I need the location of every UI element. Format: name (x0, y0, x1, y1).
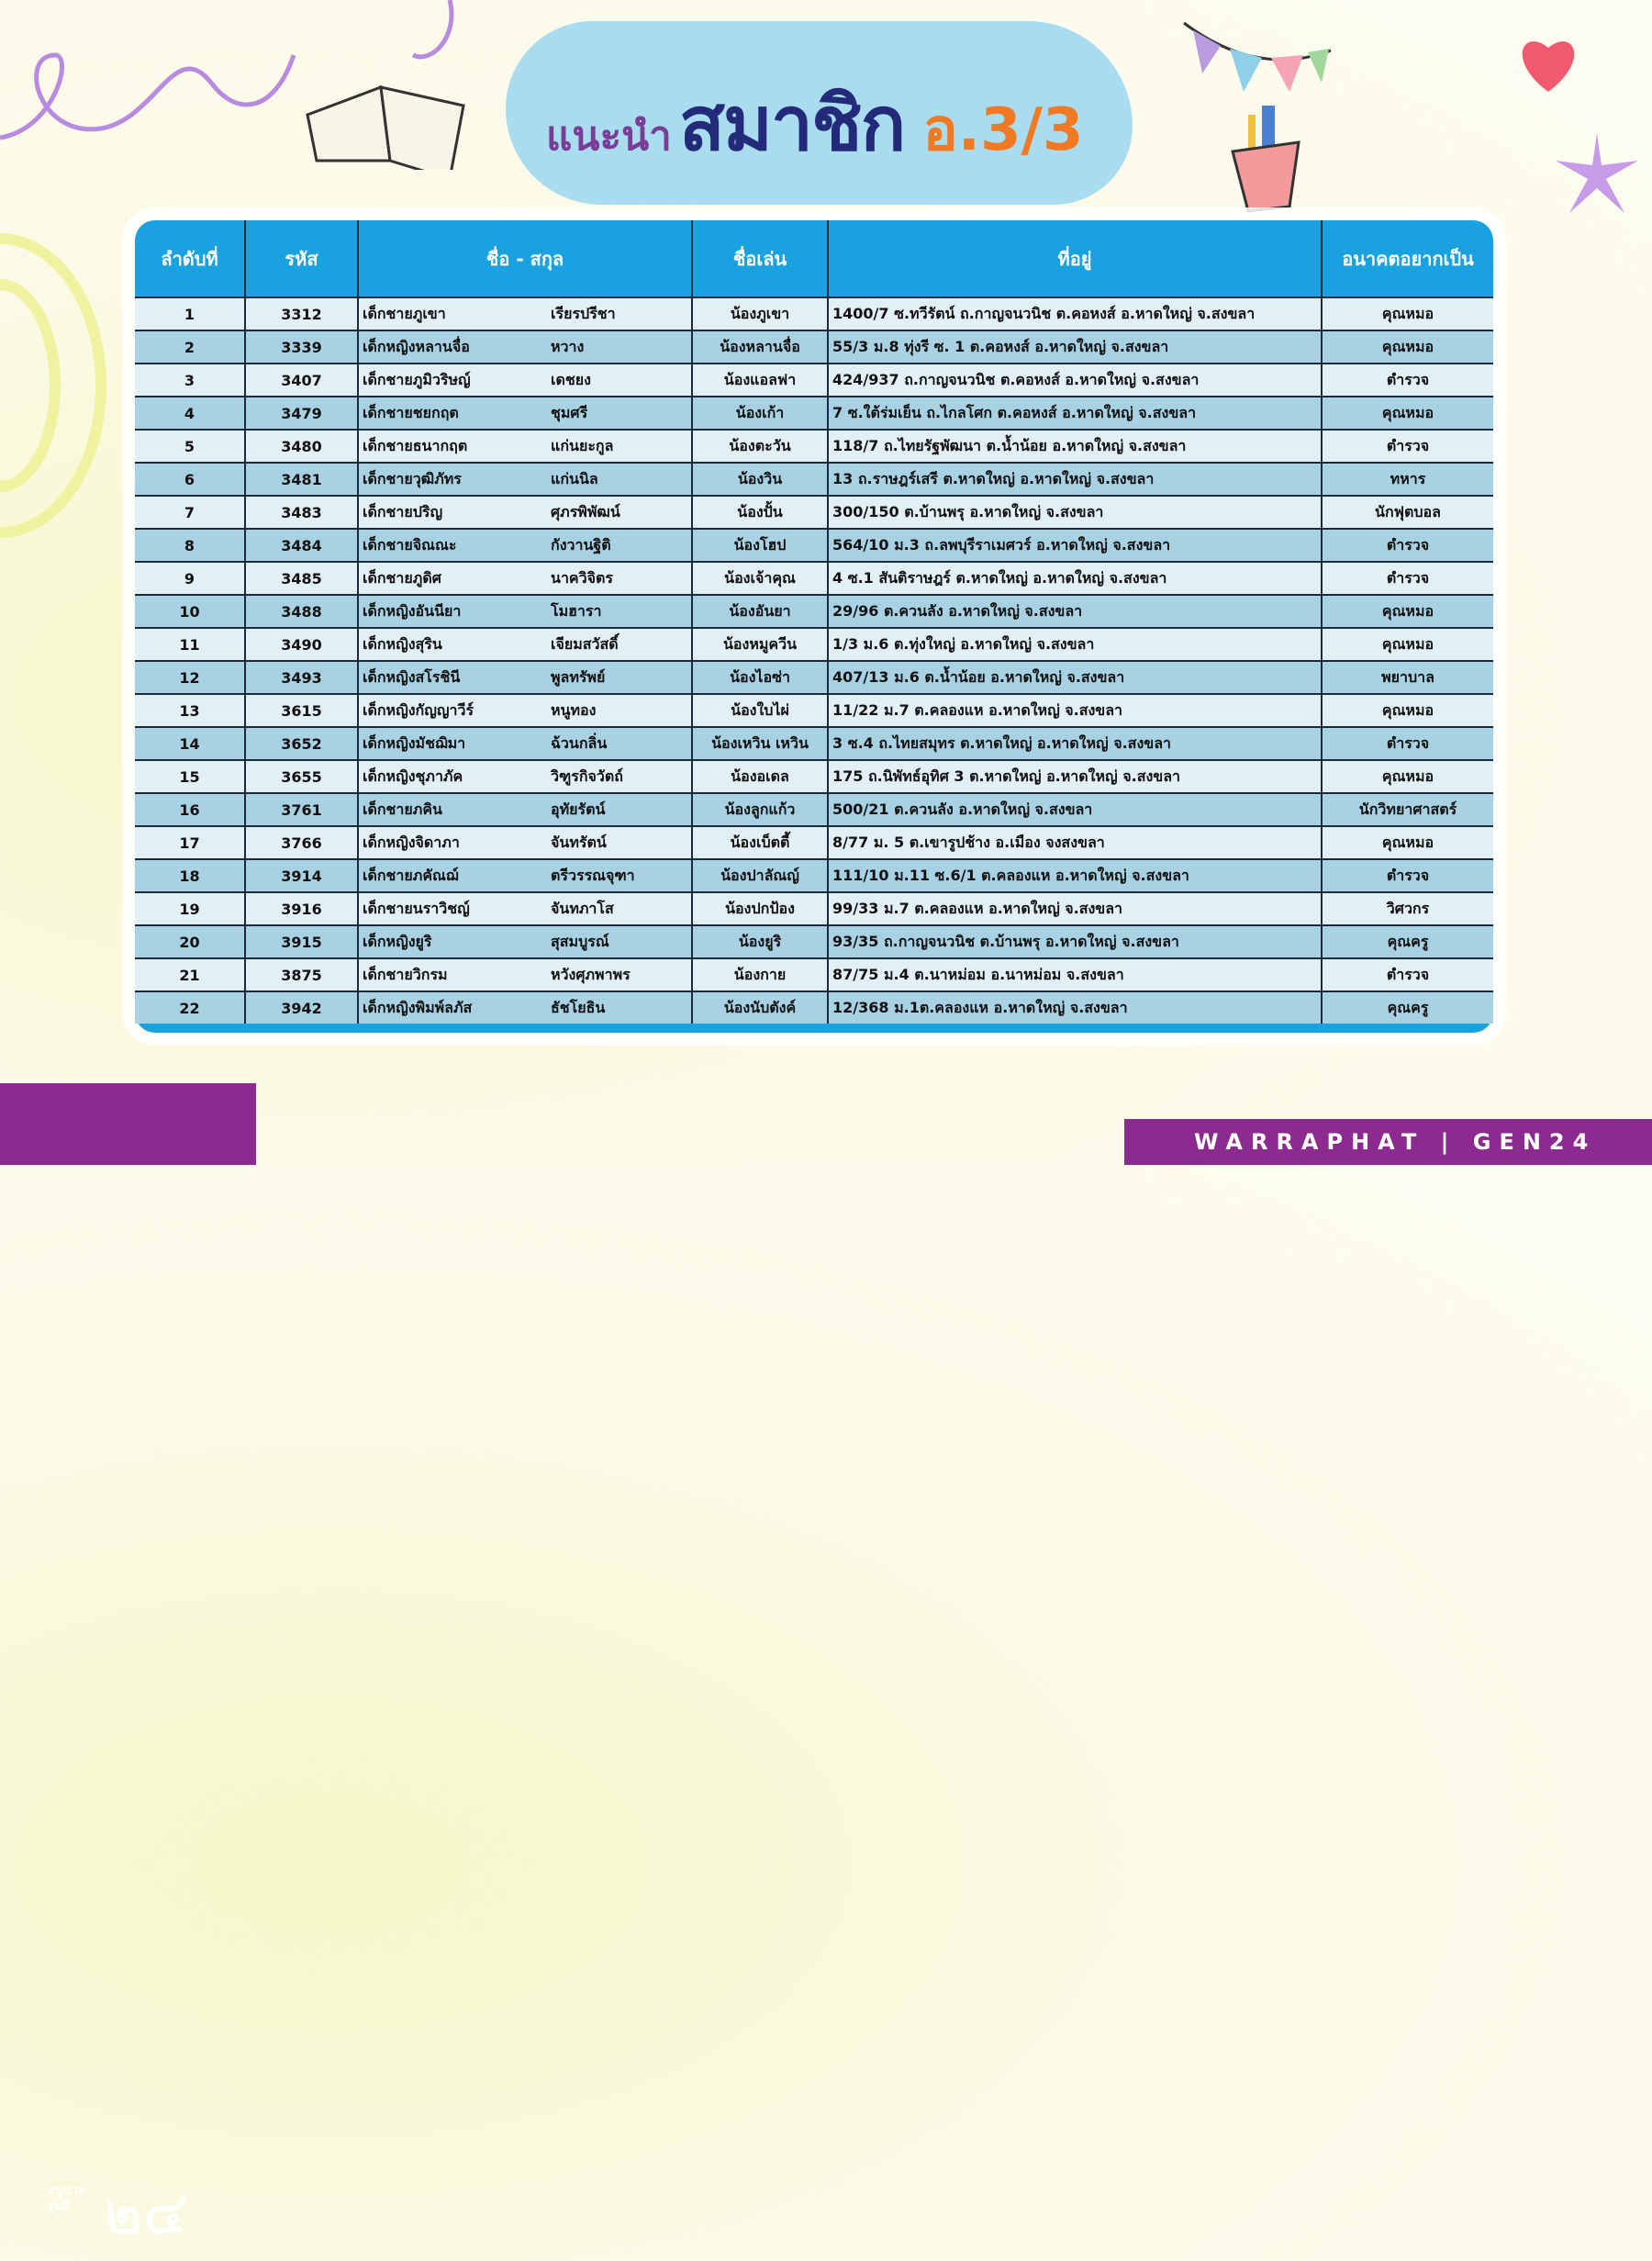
cell-name (358, 925, 692, 958)
cell-id: 3483 (245, 496, 358, 529)
cell-dream: ตำรวจ (1322, 364, 1493, 397)
last-name: แก่นนิล (551, 469, 598, 487)
pencil-cup-icon (1225, 101, 1308, 216)
cell-address: 118/7 ถ.ไทยรัฐพัฒนา ต.น้ำน้อย อ.หาดใหญ่ จ.สงขลา (828, 430, 1322, 463)
cell-dream: นักฟุตบอล (1322, 496, 1493, 529)
cell-dream: คุณหมอ (1322, 628, 1493, 661)
title-class: อ.3/3 (922, 96, 1084, 164)
first-name: เด็กชายภูดิศ (363, 568, 441, 587)
cell-name (358, 991, 692, 1024)
first-name: เด็กหญิงชุภาภัค (363, 767, 463, 785)
cell-name (358, 958, 692, 991)
cell-name (358, 562, 692, 595)
cell-address: 1/3 ม.6 ต.ทุ่งใหญ่ อ.หาดใหญ่ จ.สงขลา (828, 628, 1322, 661)
cell-dream: ตำรวจ (1322, 727, 1493, 760)
cell-no: 4 (135, 397, 245, 430)
cell-dream: ทหาร (1322, 463, 1493, 496)
cell-dream: คุณครู (1322, 925, 1493, 958)
logo-number: ๒๔ (103, 2177, 189, 2248)
cell-address: 500/21 ต.ควนลัง อ.หาดใหญ่ จ.สงขลา (828, 793, 1322, 826)
last-name: ธัชโยธิน (551, 998, 606, 1016)
first-name: เด็กชายภูเขา (363, 304, 446, 322)
cell-no: 19 (135, 892, 245, 925)
cell-nickname: น้องกาย (692, 958, 828, 991)
cell-address: 99/33 ม.7 ต.คลองแห อ.หาดใหญ่ จ.สงขลา (828, 892, 1322, 925)
cell-address: 55/3 ม.8 ทุ่งรี ซ. 1 ต.คอหงส์ อ.หาดใหญ่ จ.สงขลา (828, 330, 1322, 364)
cell-dream: นักวิทยาศาสตร์ (1322, 793, 1493, 826)
cell-address: 1400/7 ซ.ทวีรัตน์ ถ.กาญจนวนิช ต.คอหงส์ อ.หาดใหญ่ จ.สงขลา (828, 297, 1322, 330)
cell-dream: คุณครู (1322, 991, 1493, 1024)
cell-address: 11/22 ม.7 ต.คลองแห อ.หาดใหญ่ จ.สงขลา (828, 694, 1322, 727)
cell-address: 175 ถ.นิพัทธ์อุทิศ 3 ต.หาดใหญ่ อ.หาดใหญ่ จ.สงขลา (828, 760, 1322, 793)
first-name: เด็กหญิงกัญญาวีร์ (363, 700, 474, 719)
cell-id: 3479 (245, 397, 358, 430)
credit-text: WARRAPHAT | GEN24 (1194, 1129, 1597, 1155)
cell-dream: คุณหมอ (1322, 297, 1493, 330)
cell-name (358, 364, 692, 397)
last-name: โมฮารา (551, 601, 602, 620)
cell-nickname: น้องปกป้อง (692, 892, 828, 925)
col-header-dream: อนาคตอยากเป็น (1322, 220, 1493, 297)
table-row (135, 859, 1493, 892)
cell-nickname: น้องหลานจื่อ (692, 330, 828, 364)
cell-no: 16 (135, 793, 245, 826)
cell-name (358, 529, 692, 562)
cell-name (358, 330, 692, 364)
cell-address: 300/150 ต.บ้านพรุ อ.หาดใหญ่ จ.สงขลา (828, 496, 1322, 529)
table-row (135, 330, 1493, 364)
cell-address: 12/368 ม.1ต.คลองแห อ.หาดใหญ่ จ.สงขลา (828, 991, 1322, 1024)
first-name: เด็กชายธนากฤต (363, 436, 468, 454)
cell-address: 93/35 ถ.กาญจนวนิช ต.บ้านพรุ อ.หาดใหญ่ จ.สงขลา (828, 925, 1322, 958)
cell-dream: คุณหมอ (1322, 330, 1493, 364)
cell-nickname: น้องไอซ่า (692, 661, 828, 694)
col-header-id: รหัส (245, 220, 358, 297)
cell-nickname: น้องเก้า (692, 397, 828, 430)
cell-name (358, 595, 692, 628)
cell-dream: คุณหมอ (1322, 760, 1493, 793)
first-name: เด็กหญิงยูริ (363, 932, 432, 950)
first-name: เด็กชายภคัณฌ์ (363, 866, 459, 884)
cell-no: 10 (135, 595, 245, 628)
table-header-row (135, 220, 1493, 297)
cell-id: 3312 (245, 297, 358, 330)
first-name: เด็กหญิงสโรชินี (363, 667, 461, 686)
cell-nickname: น้องลูกแก้ว (692, 793, 828, 826)
table-row (135, 793, 1493, 826)
first-name: เด็กชายจิณณะ (363, 535, 457, 554)
cell-address: 407/13 ม.6 ต.น้ำน้อย อ.หาดใหญ่ จ.สงขลา (828, 661, 1322, 694)
cell-nickname: น้องใบไผ่ (692, 694, 828, 727)
table-row (135, 496, 1493, 529)
first-name: เด็กหญิงพิมพ์ลภัส (363, 998, 473, 1016)
table-row (135, 760, 1493, 793)
heart-icon (1514, 28, 1583, 96)
footer-credit-bar (1124, 1119, 1652, 1165)
cell-dream: ตำรวจ (1322, 529, 1493, 562)
table-row (135, 925, 1493, 958)
last-name: ชุมศรี (551, 403, 588, 421)
cell-no: 18 (135, 859, 245, 892)
cell-nickname: น้องยูริ (692, 925, 828, 958)
page-title (546, 64, 1084, 184)
cell-nickname: น้องตะวัน (692, 430, 828, 463)
cell-name (358, 661, 692, 694)
cell-nickname: น้องปาลัณญ์ (692, 859, 828, 892)
cell-nickname: น้องปั้น (692, 496, 828, 529)
table-row (135, 694, 1493, 727)
last-name: เรียรปรีชา (551, 304, 616, 322)
cell-name (358, 430, 692, 463)
table-row (135, 958, 1493, 991)
table-row (135, 826, 1493, 859)
table-row (135, 529, 1493, 562)
col-header-nickname: ชื่อเล่น (692, 220, 828, 297)
cell-dream: ตำรวจ (1322, 430, 1493, 463)
cell-name (358, 496, 692, 529)
last-name: สุสมบูรณ์ (551, 932, 609, 950)
cell-id: 3655 (245, 760, 358, 793)
cell-id: 3481 (245, 463, 358, 496)
cell-name (358, 628, 692, 661)
cell-dream: คุณหมอ (1322, 826, 1493, 859)
cell-dream: คุณหมอ (1322, 595, 1493, 628)
last-name: เดชยง (551, 370, 591, 388)
cell-id: 3915 (245, 925, 358, 958)
cell-nickname: น้องเจ้าคุณ (692, 562, 828, 595)
first-name: เด็กชายภคิน (363, 800, 442, 818)
cell-no: 12 (135, 661, 245, 694)
table-row (135, 397, 1493, 430)
cell-id: 3484 (245, 529, 358, 562)
first-name: เด็กชายวิกรม (363, 965, 448, 983)
cell-dream: คุณหมอ (1322, 694, 1493, 727)
cell-name (358, 892, 692, 925)
concentric-arcs (0, 211, 110, 560)
cell-dream: ตำรวจ (1322, 859, 1493, 892)
cell-no: 8 (135, 529, 245, 562)
cell-address: 87/75 ม.4 ต.นาหม่อม อ.นาหม่อม จ.สงขลา (828, 958, 1322, 991)
table-row (135, 991, 1493, 1024)
star-icon (1551, 129, 1643, 220)
cell-id: 3488 (245, 595, 358, 628)
cell-address: 564/10 ม.3 ถ.ลพบุรีราเมศวร์ อ.หาดใหญ่ จ.สงขลา (828, 529, 1322, 562)
cell-no: 7 (135, 496, 245, 529)
first-name: เด็กชายวุฒิภัทร (363, 469, 462, 487)
title-prefix: แนะนำ (546, 113, 672, 160)
cell-nickname: น้องเหวิน เหวิน (692, 727, 828, 760)
table-row (135, 562, 1493, 595)
cell-name (358, 727, 692, 760)
col-header-address: ที่อยู่ (828, 220, 1322, 297)
table-row (135, 727, 1493, 760)
first-name: เด็กหญิงหลานจื่อ (363, 337, 470, 355)
cell-name (358, 297, 692, 330)
cell-id: 3615 (245, 694, 358, 727)
cell-id: 3339 (245, 330, 358, 364)
cell-no: 9 (135, 562, 245, 595)
cell-address: 3 ซ.4 ถ.ไทยสมุทร ต.หาดใหญ่ อ.หาดใหญ่ จ.สงขลา (828, 727, 1322, 760)
last-name: หนูทอง (551, 700, 597, 719)
cell-name (358, 859, 692, 892)
last-name: แก่นยะกูล (551, 436, 614, 454)
cell-nickname: น้องอันยา (692, 595, 828, 628)
last-name: นาควิจิตร (551, 568, 613, 587)
first-name: เด็กหญิงอันนียา (363, 601, 462, 620)
cell-no: 2 (135, 330, 245, 364)
table-row (135, 364, 1493, 397)
member-table (135, 220, 1493, 1024)
bunting-icon (1175, 14, 1340, 106)
cell-id: 3761 (245, 793, 358, 826)
first-name: เด็กหญิงสุริน (363, 634, 442, 653)
cell-no: 15 (135, 760, 245, 793)
cell-nickname: น้องแอลฟา (692, 364, 828, 397)
cell-id: 3914 (245, 859, 358, 892)
last-name: ศุภรพิพัฒน์ (551, 502, 620, 520)
cell-address: 111/10 ม.11 ซ.6/1 ต.คลองแห อ.หาดใหญ่ จ.สงขลา (828, 859, 1322, 892)
cell-no: 21 (135, 958, 245, 991)
last-name: ตรีวรรณจุฑา (551, 866, 635, 884)
cell-id: 3652 (245, 727, 358, 760)
table-row (135, 430, 1493, 463)
cell-id: 3493 (245, 661, 358, 694)
last-name: วิฑูรกิจวัตถ์ (551, 767, 623, 785)
cell-dream: ตำรวจ (1322, 562, 1493, 595)
cell-id: 3942 (245, 991, 358, 1024)
cell-no: 13 (135, 694, 245, 727)
cell-address: 4 ซ.1 สันติราษฎร์ ต.หาดใหญ่ อ.หาดใหญ่ จ.สงขลา (828, 562, 1322, 595)
table-row (135, 892, 1493, 925)
cell-id: 3407 (245, 364, 358, 397)
cell-dream: คุณหมอ (1322, 397, 1493, 430)
table-row (135, 628, 1493, 661)
first-name: เด็กหญิงจิดาภา (363, 833, 460, 851)
cell-no: 3 (135, 364, 245, 397)
cell-no: 14 (135, 727, 245, 760)
cell-no: 17 (135, 826, 245, 859)
cell-name (358, 760, 692, 793)
table-row (135, 463, 1493, 496)
cell-name (358, 826, 692, 859)
cell-nickname: น้องเบ็ตตี้ (692, 826, 828, 859)
last-name: กังวานฐิติ (551, 535, 611, 554)
cell-no: 1 (135, 297, 245, 330)
book-icon (298, 50, 473, 170)
cell-id: 3916 (245, 892, 358, 925)
cell-address: 13 ถ.ราษฎร์เสรี ต.หาดใหญ่ อ.หาดใหญ่ จ.สงขลา (828, 463, 1322, 496)
title-main: สมาชิก (678, 81, 905, 168)
cell-no: 20 (135, 925, 245, 958)
last-name: อุทัยรัตน์ (551, 800, 606, 818)
cell-id: 3766 (245, 826, 358, 859)
cell-id: 3480 (245, 430, 358, 463)
logo-caption: อนุบาล รุ่นที่ (48, 2184, 85, 2213)
last-name: จันทรัตน์ (551, 833, 607, 851)
table-row (135, 297, 1493, 330)
first-name: เด็กชายปริญ (363, 502, 443, 520)
cell-name (358, 463, 692, 496)
cell-address: 424/937 ถ.กาญจนวนิช ต.คอหงส์ อ.หาดใหญ่ จ.สงขลา (828, 364, 1322, 397)
first-name: เด็กชายนราวิชญ์ (363, 899, 470, 917)
col-header-name: ชื่อ - สกุล (358, 220, 692, 297)
cell-nickname: น้องวิน (692, 463, 828, 496)
cell-no: 11 (135, 628, 245, 661)
cell-id: 3490 (245, 628, 358, 661)
cell-nickname: น้องนับตังค์ (692, 991, 828, 1024)
cell-dream: พยาบาล (1322, 661, 1493, 694)
cell-id: 3485 (245, 562, 358, 595)
cell-no: 22 (135, 991, 245, 1024)
col-header-no: ลำดับที่ (161, 247, 218, 270)
footer-logo-bar (0, 1083, 256, 2248)
cell-nickname: น้องอเดล (692, 760, 828, 793)
last-name: หวาง (551, 337, 585, 355)
cell-nickname: น้องโฮป (692, 529, 828, 562)
first-name: เด็กหญิงมัชฌิมา (363, 733, 466, 752)
last-name: จันทภาโส (551, 899, 614, 917)
cell-dream: ตำรวจ (1322, 958, 1493, 991)
first-name: เด็กชายภูมิวริษญ์ (363, 370, 471, 388)
cell-address: 29/96 ต.ควนลัง อ.หาดใหญ่ จ.สงขลา (828, 595, 1322, 628)
last-name: เจียมสวัสดิ์ (551, 634, 619, 653)
cell-name (358, 793, 692, 826)
last-name: ฉ้วนกลิ่น (551, 733, 608, 752)
last-name: พูลทรัพย์ (551, 667, 606, 686)
cell-name (358, 397, 692, 430)
cell-nickname: น้องหมูควีน (692, 628, 828, 661)
cell-name (358, 694, 692, 727)
first-name: เด็กชายชยกฤต (363, 403, 459, 421)
cell-no: 5 (135, 430, 245, 463)
cell-address: 8/77 ม. 5 ต.เขารูปช้าง อ.เมือง จงสงขลา (828, 826, 1322, 859)
cell-id: 3875 (245, 958, 358, 991)
table-row (135, 661, 1493, 694)
cell-address: 7 ซ.ใต้ร่มเย็น ถ.ไกลโศก ต.คอหงส์ อ.หาดใหญ่ จ.สงขลา (828, 397, 1322, 430)
cell-nickname: น้องภูเขา (692, 297, 828, 330)
last-name: หวังศุภพาพร (551, 965, 631, 983)
cell-dream: วิศวกร (1322, 892, 1493, 925)
cell-no: 6 (135, 463, 245, 496)
table-row (135, 595, 1493, 628)
